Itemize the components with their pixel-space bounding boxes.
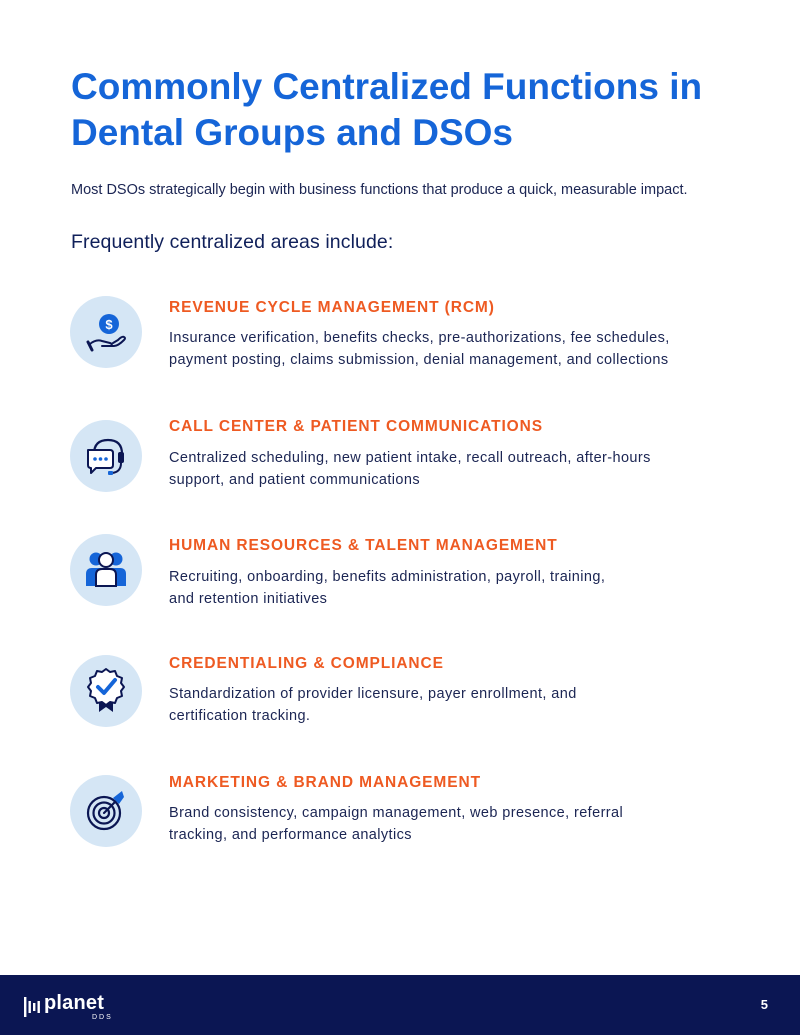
item-description — [169, 447, 729, 491]
item-description-line: Standardization of provider licensure, payer enrollment, and — [169, 686, 577, 702]
headset-chat-icon — [70, 420, 142, 492]
item-description — [169, 802, 729, 846]
item-description-line: and retention initiatives — [169, 591, 328, 607]
planet-dds-logo — [24, 993, 124, 1023]
item-description-line: Recruiting, onboarding, benefits administration, payroll, training, — [169, 569, 606, 585]
page-footer — [0, 975, 800, 1035]
page-title-line: Dental Groups and DSOs — [71, 112, 514, 153]
logo-name: planet — [44, 992, 105, 1014]
svg-text:$: $ — [105, 317, 113, 332]
item-title: CALL CENTER & PATIENT COMMUNICATIONS — [169, 418, 543, 435]
logo-bars-icon — [24, 997, 42, 1017]
item-title: HUMAN RESOURCES & TALENT MANAGEMENT — [169, 537, 558, 554]
target-icon — [70, 775, 142, 847]
list-item — [0, 534, 800, 644]
list-item — [0, 420, 800, 530]
item-description-line: support, and patient communications — [169, 472, 420, 488]
item-description — [169, 566, 729, 610]
hand-dollar-icon — [70, 296, 142, 368]
item-description-line: Insurance verification, benefits checks, pre-authorizations, fee schedules, — [169, 330, 670, 346]
page-title-line: Commonly Centralized Functions in — [71, 66, 703, 107]
item-description-line: Brand consistency, campaign management, web presence, referral — [169, 805, 624, 821]
page-title — [71, 64, 771, 156]
item-description — [169, 327, 729, 371]
award-badge-icon — [70, 655, 142, 727]
section-subheading: Frequently centralized areas include: — [71, 231, 394, 253]
page-number: 5 — [760, 997, 768, 1012]
item-title: MARKETING & BRAND MANAGEMENT — [169, 774, 481, 791]
logo-subtext: DDS — [92, 1014, 113, 1021]
people-icon — [70, 534, 142, 606]
item-description-line: payment posting, claims submission, denial management, and collections — [169, 352, 669, 368]
item-description-line: tracking, and performance analytics — [169, 827, 412, 843]
item-description — [169, 683, 729, 727]
list-item — [0, 775, 800, 885]
item-description-line: certification tracking. — [169, 708, 311, 724]
list-item — [0, 655, 800, 765]
item-title: CREDENTIALING & COMPLIANCE — [169, 655, 444, 672]
list-item — [0, 296, 800, 406]
item-description-line: Centralized scheduling, new patient intake, recall outreach, after-hours — [169, 450, 651, 466]
item-title: REVENUE CYCLE MANAGEMENT (RCM) — [169, 299, 495, 316]
intro-text: Most DSOs strategically begin with business functions that produce a quick, measurable impact. — [71, 182, 688, 198]
